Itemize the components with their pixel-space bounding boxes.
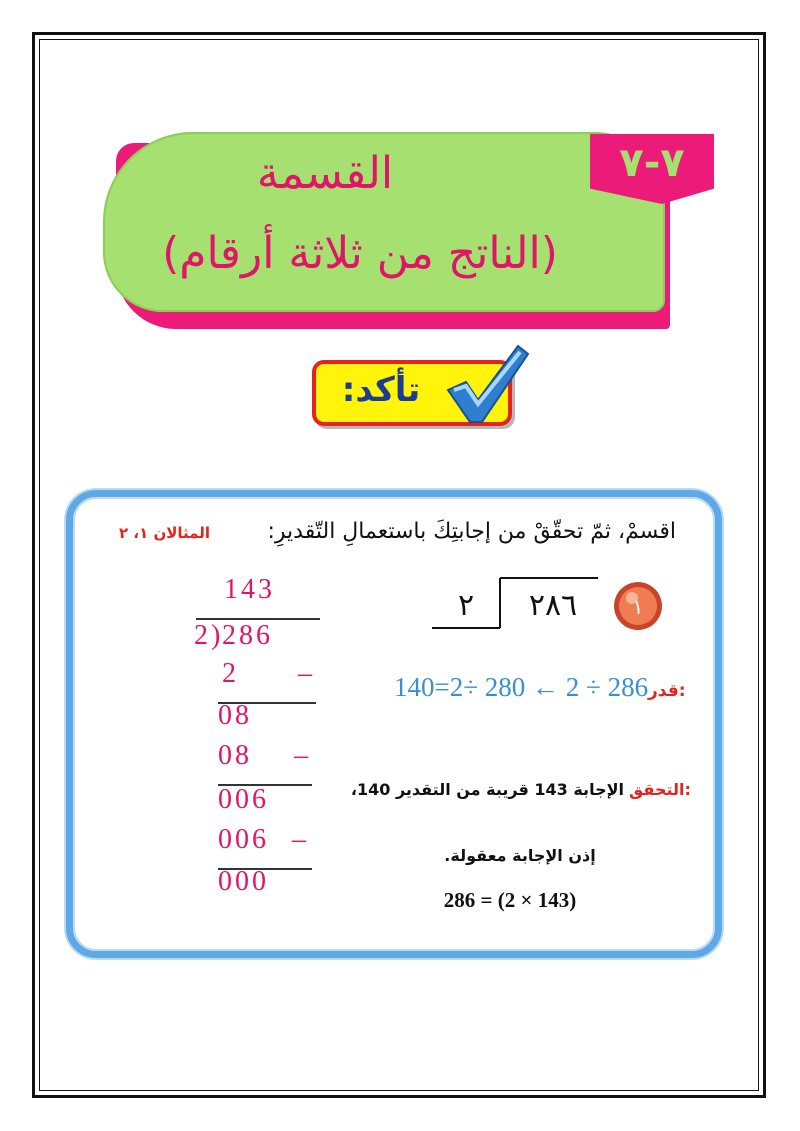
- confirm-label: تأكد:: [341, 370, 421, 410]
- step-1-value: 2: [222, 658, 239, 689]
- step-1-op: –: [298, 658, 315, 689]
- estimate-label: قدر:: [648, 681, 686, 701]
- verification-equation: 286 = (2 × 143): [443, 888, 577, 912]
- step-6-value: 000: [218, 866, 269, 897]
- verification-conclusion: إذن الإجابة معقولة.: [444, 846, 596, 865]
- step-5-op: –: [292, 824, 309, 855]
- problem-number-badge: [612, 580, 664, 632]
- long-division-divisor: 2): [194, 620, 224, 651]
- verification-text: الإجابة 143 قريبة من التقدير 140،: [350, 780, 624, 799]
- exercise-instruction: اقسمْ، ثمّ تحقّقْ من إجابتِكَ باستعمالِ التّقديرِ:: [267, 519, 676, 544]
- check-icon: [440, 340, 530, 426]
- problem-dividend: ٢٨٦: [528, 588, 578, 623]
- lesson-number: ٧-٧: [619, 140, 685, 186]
- step-2-value: 08: [218, 700, 252, 731]
- problem-number: ١: [632, 595, 644, 619]
- estimate-expression: 140=2÷ 280 ← 2 ÷ 286: [394, 672, 649, 702]
- lesson-title: القسمة: [256, 148, 394, 199]
- step-4-value: 006: [218, 784, 269, 815]
- long-division-quotient: 143: [224, 574, 275, 605]
- lesson-subtitle: (الناتج من ثلاثة أرقام): [162, 228, 558, 279]
- long-division-dividend: 286: [222, 620, 273, 651]
- exercise-reference: المثالان ١، ٢: [118, 524, 210, 542]
- step-3-op: –: [294, 740, 311, 771]
- step-5-value: 006: [218, 824, 269, 855]
- problem-divisor: ٢: [457, 588, 475, 623]
- verification-label: التحقق:: [629, 780, 691, 799]
- step-3-value: 08: [218, 740, 252, 771]
